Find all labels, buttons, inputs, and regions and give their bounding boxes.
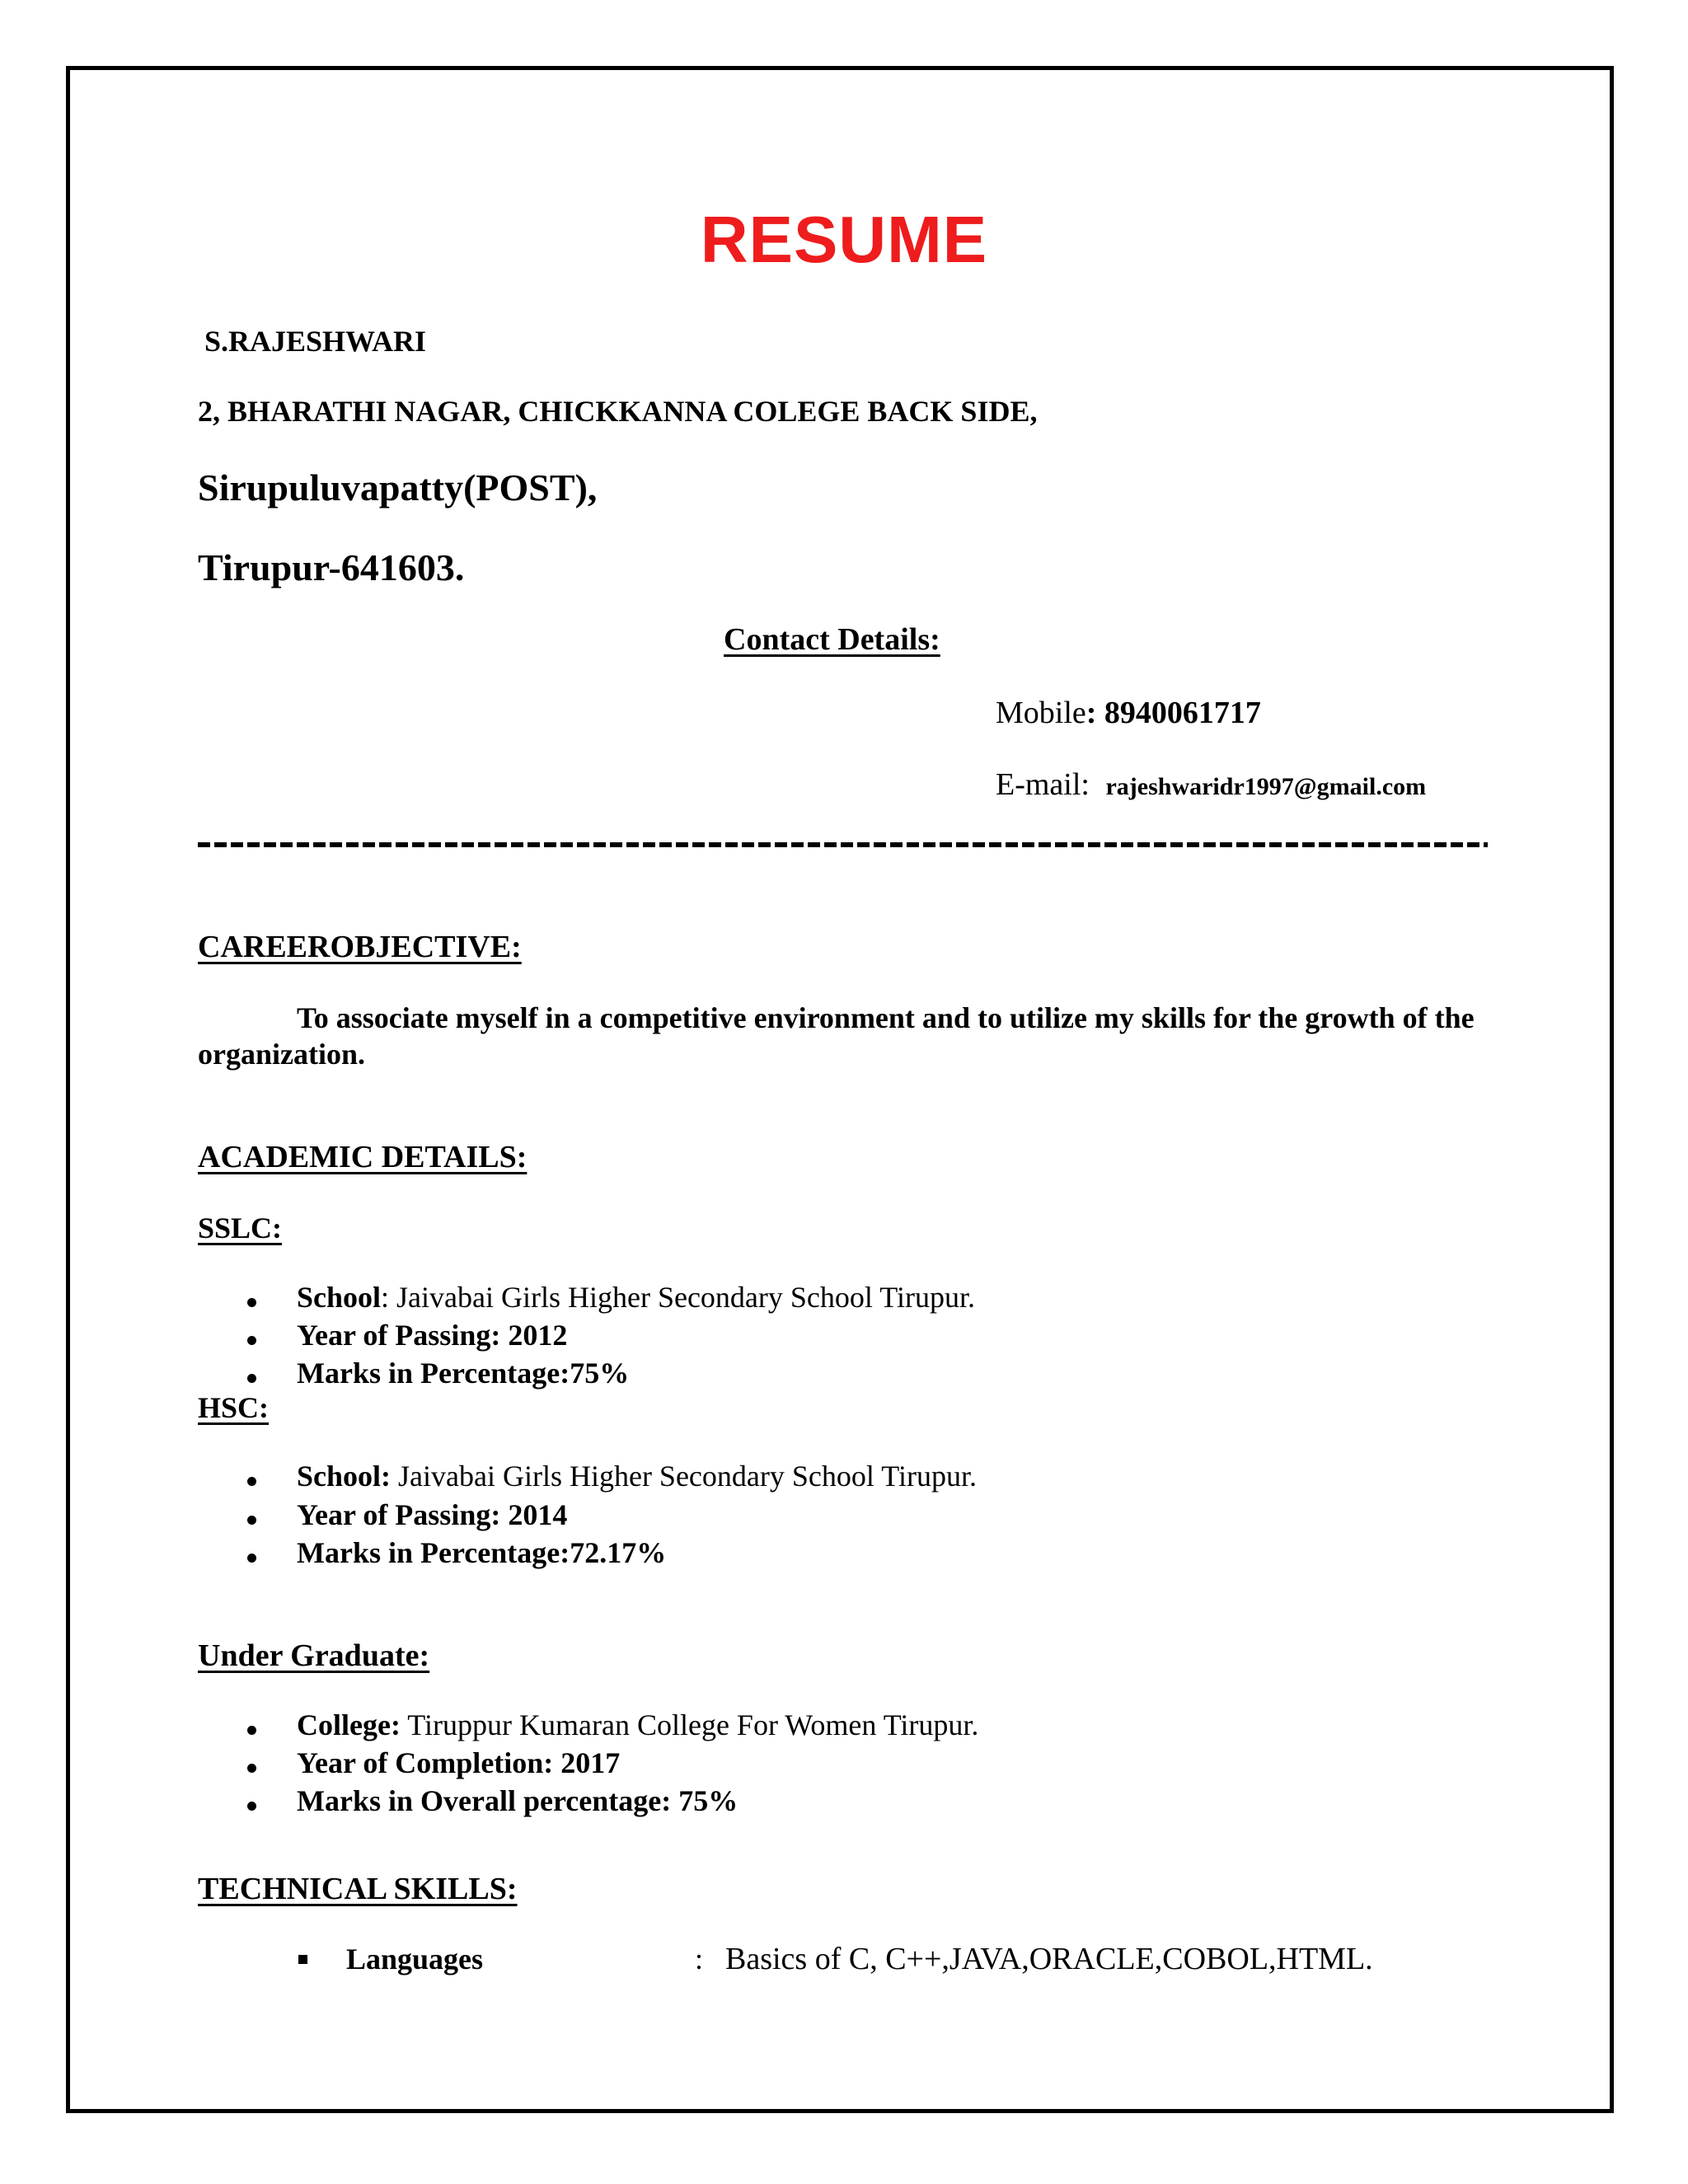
name: S.RAJESHWARI	[204, 325, 427, 358]
career-heading: CAREEROBJECTIVE:	[198, 930, 522, 964]
bullet-icon	[247, 1764, 256, 1773]
email-row	[996, 766, 1426, 803]
ug-heading: Under Graduate:	[198, 1638, 430, 1673]
languages-separator: :	[695, 1943, 704, 1975]
sslc-school	[297, 1280, 975, 1315]
email-label: E-mail:	[996, 767, 1090, 802]
address-line-1: 2, BHARATHI NAGAR, CHICKKANNA COLEGE BACK SIDE,	[198, 395, 1038, 428]
ug-year: Year of Completion: 2017	[297, 1746, 621, 1779]
bullet-icon	[247, 1477, 256, 1486]
hsc-school	[297, 1459, 977, 1493]
email-value[interactable]: rajeshwaridr1997@gmail.com	[1105, 773, 1427, 800]
ug-college-value: Tiruppur Kumaran College For Women Tirupur.	[400, 1708, 979, 1741]
career-text	[198, 1000, 1479, 1072]
sslc-school-label: School	[297, 1281, 382, 1314]
address-line-2: Sirupuluvapatty(POST),	[198, 466, 598, 509]
bullet-icon	[247, 1516, 256, 1525]
resume-title: RESUME	[700, 203, 988, 276]
hsc-year: Year of Passing: 2014	[297, 1498, 568, 1531]
hsc-school-label: School:	[297, 1460, 392, 1493]
address-line-3: Tirupur-641603.	[198, 546, 465, 588]
ug-college	[297, 1708, 978, 1742]
career-text-content: To associate myself in a competitive environment and to utilize my skills for the growth of the organization.	[198, 1001, 1475, 1071]
hsc-marks: Marks in Percentage:72.17%	[297, 1536, 667, 1569]
bullet-icon	[247, 1554, 256, 1563]
bullet-icon	[247, 1374, 256, 1383]
languages-value: Basics of C, C++,JAVA,ORACLE,COBOL,HTML.	[725, 1942, 1373, 1976]
sslc-heading: SSLC:	[198, 1212, 283, 1244]
sslc-marks: Marks in Percentage:75%	[297, 1357, 630, 1390]
sslc-year: Year of Passing: 2012	[297, 1319, 568, 1352]
sslc-school-value: : Jaivabai Girls Higher Secondary School Tirupur.	[381, 1281, 975, 1314]
languages-label: Languages	[346, 1943, 484, 1975]
ug-college-label: College:	[297, 1708, 401, 1741]
bullet-icon	[247, 1336, 256, 1345]
bullet-icon	[247, 1802, 256, 1811]
contact-heading: Contact Details:	[724, 622, 940, 657]
hsc-school-value: Jaivabai Girls Higher Secondary School Tirupur.	[391, 1460, 977, 1493]
bullet-icon	[247, 1298, 256, 1307]
bullet-icon	[247, 1726, 256, 1735]
section-divider	[198, 841, 1488, 849]
ug-marks: Marks in Overall percentage: 75%	[297, 1784, 738, 1817]
technical-heading: TECHNICAL SKILLS:	[198, 1872, 518, 1906]
mobile-value: : 8940061717	[1085, 696, 1261, 730]
mobile-label: Mobile	[996, 696, 1086, 730]
square-bullet-icon	[298, 1955, 307, 1964]
mobile-row	[996, 695, 1261, 731]
academic-heading: ACADEMIC DETAILS:	[198, 1140, 528, 1174]
hsc-heading: HSC:	[198, 1391, 270, 1424]
